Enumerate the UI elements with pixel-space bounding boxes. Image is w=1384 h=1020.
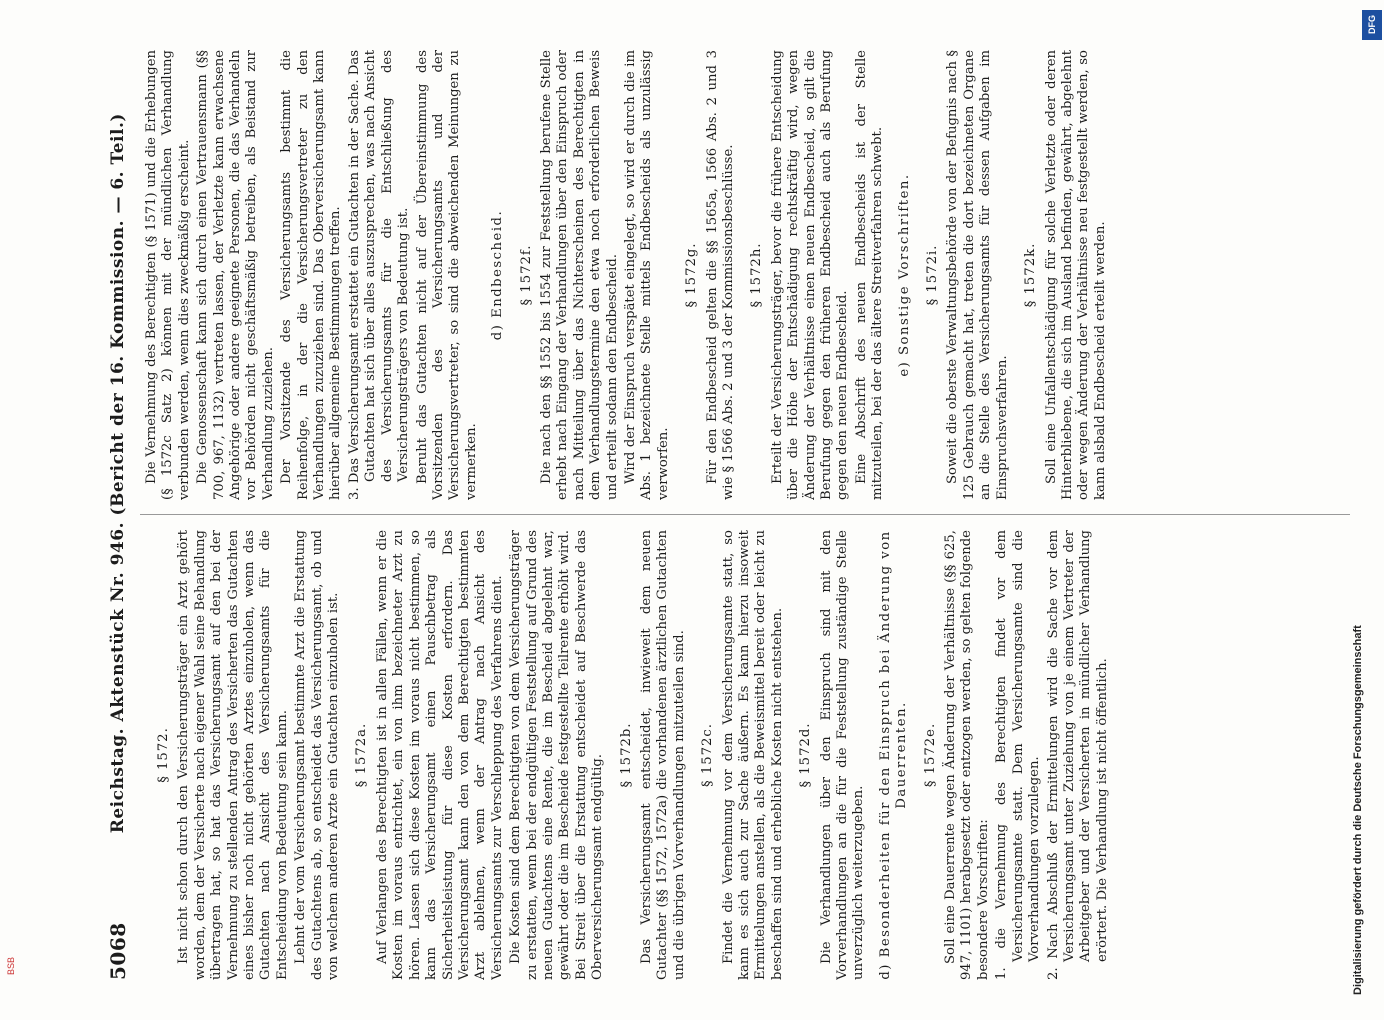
section-heading: § 1572b. xyxy=(618,722,634,788)
library-stamp: BSB xyxy=(6,956,16,975)
paragraph: Eine Abschrift des neuen Endbescheids ist der Stelle mitzuteilen, bei der das ältere Streitverfahren schwebt. xyxy=(853,50,886,500)
digitization-credit: Digitalisierung gefördert durch die Deutsche Forschungsgemeinschaft xyxy=(1352,625,1364,995)
paragraph: Die Vernehmung des Berechtigten (§ 1571) und die Erhebungen (§ 1572c Satz 2) können mit der mündlichen Verhandlung verbunden werden, wenn dies zweckmäßig erscheint. xyxy=(144,50,192,500)
paragraph: Beruht das Gutachten nicht auf der Übereinstimmung des Vorsitzenden des Versicherungsamts und der Versicherungsvertreter, so sind die abweichenden Meinungen zu vermerken. xyxy=(414,50,479,500)
page-title: Reichstag. Aktenstück Nr. 946. (Bericht der 16. Kommission. — 6. Teil.) xyxy=(108,113,128,834)
section-heading: § 1572c. xyxy=(700,723,716,787)
paragraph: Wird der Einspruch verspätet eingelegt, so wird er durch die im Abs. 1 bezeichnete Stelle mittels Endbescheids als unzulässig verworfen. xyxy=(622,50,671,500)
numbered-item: 3. Das Versicherungsamt erstattet ein Gutachten in der Sache. Das Gutachten hat sich über alles auszusprechen, was nach Ansicht des Versicherungsamts für die Entschließung des Versicherungsträgers von Bedeutung ist. xyxy=(346,50,412,500)
paragraph: Soll eine Unfallentschädigung für solche Verletzte oder deren Hinterbliebene, die sich im Ausland befinden, gewährt, abgelehnt oder wegen Änderung der Verhältnisse neu festgestellt werden, so kann alsbald Endbescheid erteilt werden. xyxy=(1043,50,1108,500)
paragraph: Soll eine Dauerrente wegen Änderung der Verhältnisse (§§ 625, 947, 1101) herabgesetzt oder entzogen werden, so gelten folgende besondere Vorschriften: xyxy=(943,530,991,980)
section-heading: § 1572g. xyxy=(684,242,700,308)
section-heading: § 1572f. xyxy=(518,244,534,306)
numbered-item: 1. die Vernehmung des Berechtigten findet vor dem Versicherungsamte statt. Dem Versicherungsamte sind die Vorverhandlungen vorzulegen. xyxy=(994,530,1043,980)
section-heading: § 1572e. xyxy=(922,722,938,788)
section-heading: § 1572a. xyxy=(354,722,370,788)
section-heading: § 1572d. xyxy=(798,722,814,788)
paragraph: Ist nicht schon durch den Versicherungsträger ein Arzt gehört worden, dem der Versicherte nach eigener Wahl seine Behandlung übertragen hat, so hat das Versicherungsamt auf den bei der Vernehmung zu stellenden Antrag des Versicherten das Gutachten eines bisher noch nicht gehörten Arztes einzuholen, wenn das Gutachten nach Ansicht des Versicherungsamts für die Entscheidung von Bedeutung sein kann. xyxy=(176,530,290,980)
section-heading: § 1572k. xyxy=(1023,242,1039,308)
rotated-page-content xyxy=(100,40,1360,980)
subsection-heading: d) Endbescheid. xyxy=(490,209,506,341)
section-heading: § 1572. xyxy=(156,727,171,783)
paragraph: Die nach den §§ 1552 bis 1554 zur Feststellung berufene Stelle erhebt nach Eingang der Verhandlungen über den Einspruch oder nach Mitteilung über das Nichterscheinen des Berechtigten in dem Verhandlungstermine den etwa noch erforderlichen Beweis und erteilt sodann den Endbescheid. xyxy=(538,50,620,500)
page-header xyxy=(100,40,136,980)
paragraph: Findet die Vernehmung vor dem Versicherungsamte statt, so kann es sich auch zur Sache äußern. Es kann hierzu insoweit Ermittelungen anstellen, als die Beweismittel bereit oder leicht zu beschaffen sind und erhebliche Kosten nicht entstehen. xyxy=(720,530,785,980)
paragraph: Das Versicherungsamt entscheidet, inwieweit dem neuen Gutachter (§§ 1572, 1572a) die vorhandenen ärztlichen Gutachten und die übrigen Vorverhandlungen mitzuteilen sind. xyxy=(638,530,687,980)
paragraph: Soweit die oberste Verwaltungsbehörde von der Befugnis nach § 125 Gebrauch gemacht hat, treten die dort bezeichneten Organe an die Stelle des Versicherungsamts für dessen Aufgaben im Einspruchsverfahren. xyxy=(945,50,1010,500)
paragraph: Für den Endbescheid gelten die §§ 1565a, 1566 Abs. 2 und 3 wie § 1566 Abs. 2 und 3 der Kommissionsbeschlüsse. xyxy=(704,50,736,500)
numbered-item: 2. Nach Abschluß der Ermittelungen wird die Sache vor dem Versicherungsamt unter Zuziehung von je einem Vertreter der Arbeitgeber und der Versicherten in mündlicher Verhandlung erörtert. Die Verhandlung ist nicht öffentlich. xyxy=(1045,530,1110,980)
paragraph: Lehnt der vom Versicherungsamt bestimmte Arzt die Erstattung des Gutachtens ab, so entscheidet das Versicherungsamt, ob und von welchem anderen Arzte ein Gutachten einzuholen ist. xyxy=(293,530,342,980)
paragraph: Die Kosten sind dem Berechtigten von dem Versicherungsträger zu erstatten, wenn bei der endgültigen Feststellung auf Grund des neuen Gutachtens eine Rente, die im Bescheid abgelehnt war, gewährt oder die im Bescheide festgestellte Teilrente erhöht wird. Bei Streit über die Erstattung entscheidet auf Beschwerde das Oberversicherungsamt endgültig. xyxy=(508,530,606,980)
scanned-page xyxy=(60,20,1110,1020)
column-divider xyxy=(140,514,1350,515)
paragraph: Die Verhandlungen über den Einspruch sind mit den Vorverhandlungen an die für die Feststellung zuständige Stelle unverzüglich weiterzugeben. xyxy=(818,530,867,980)
page-number: 5068 xyxy=(106,922,130,980)
left-text-column xyxy=(144,530,1354,980)
section-heading: § 1572h. xyxy=(749,242,765,308)
dfg-logo: DFG xyxy=(1362,10,1382,40)
section-heading: § 1572i. xyxy=(925,244,941,306)
subsection-heading: d) Besonderheiten für den Einspruch bei Änderung von Dauerrenten. xyxy=(877,530,910,980)
subsection-heading: e) Sonstige Vorschriften. xyxy=(896,173,912,377)
right-text-column xyxy=(144,50,1354,500)
paragraph: Die Genossenschaft kann sich durch einen Vertrauensmann (§§ 700, 967, 1132) vertreten lassen, der Verletzte kann erwachsene Angehörige oder andere geeignete Personen, die das Verhandeln vor Behörden nicht geschäftsmäßig betreiben, als Beistand zur Verhandlung zuziehen. xyxy=(195,50,276,500)
paragraph: Der Vorsitzende des Versicherungsamts bestimmt die Reihenfolge, in der die Versicherungsvertreter zu den Verhandlungen zuzuziehen sind. Das Oberversicherungsamt kann hierüber allgemeine Bestimmungen treffen. xyxy=(279,50,344,500)
paragraph: Erteilt der Versicherungsträger, bevor die frühere Entscheidung über die Höhe der Entschädigung rechtskräftig wird, wegen Änderung der Verhältnisse einen neuen Endbescheid, so gilt die Berufung gegen den früheren Endbescheid auch als Berufung gegen den neuen Endbescheid. xyxy=(769,50,851,500)
paragraph: Auf Verlangen des Berechtigten ist in allen Fällen, wenn er die Kosten im voraus entrichtet, ein von ihm bezeichneter Arzt zu hören. Lassen sich diese Kosten im voraus nicht bestimmen, so kann das Versicherungsamt einen Pauschbetrag als Sicherheitsleistung für diese Kosten erfordern. Das Versicherungsamt kann den von dem Berechtigten bestimmten Arzt ablehnen, wenn der Antrag nach Ansicht des Versicherungsamts zur Verschleppung des Verfahrens dient. xyxy=(374,530,505,980)
